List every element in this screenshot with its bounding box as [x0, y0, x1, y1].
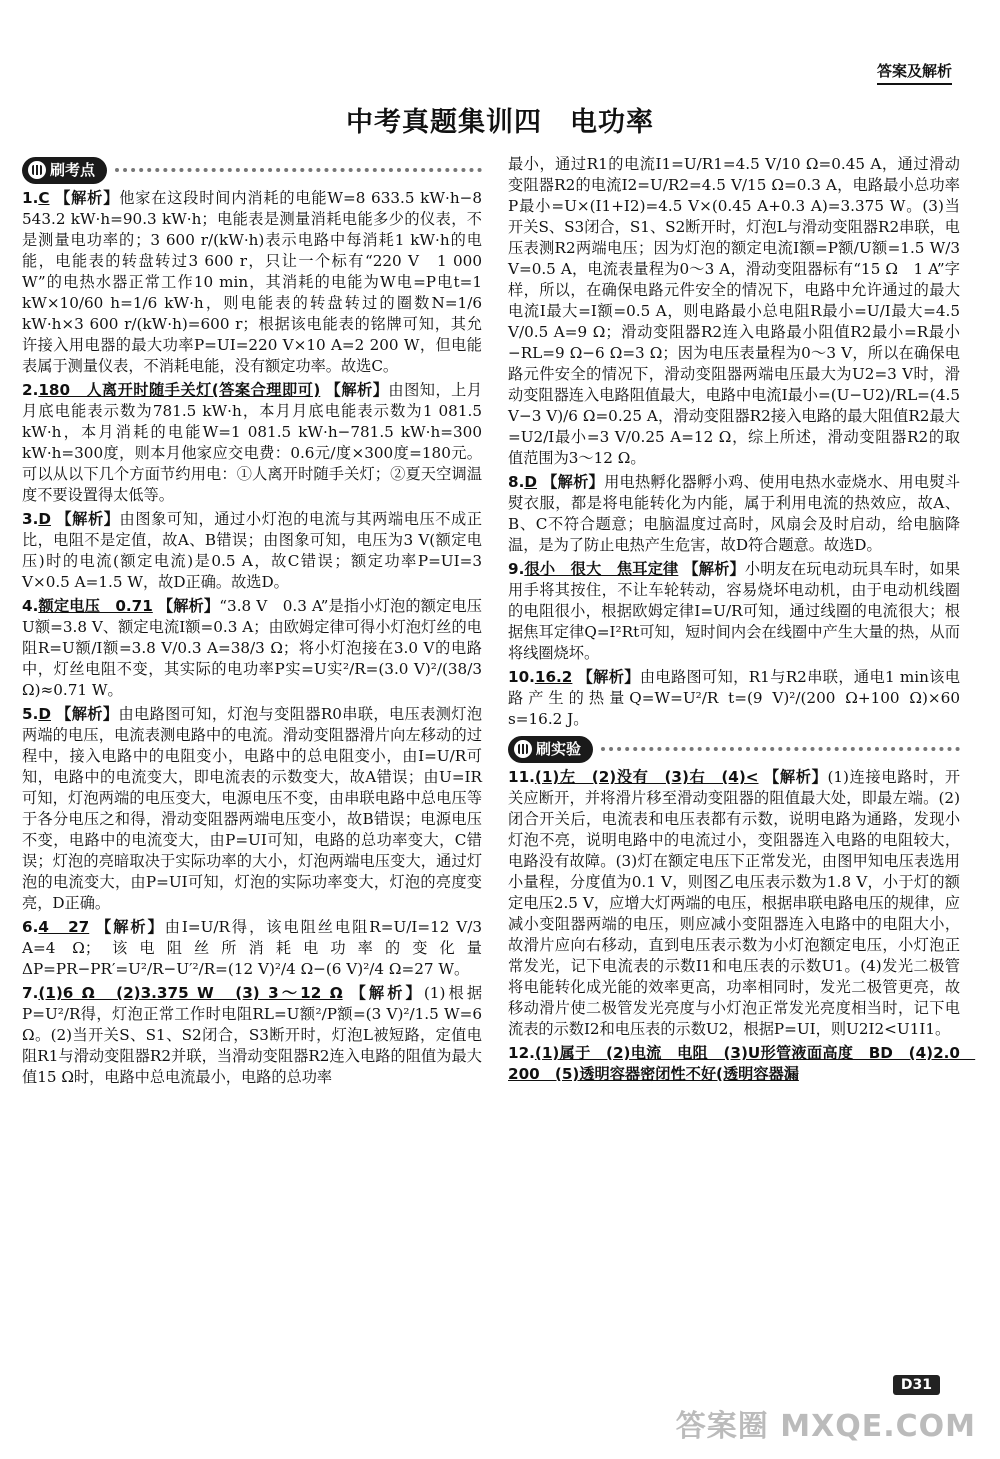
experiment-answer-list: [508, 767, 976, 1085]
answer-ans: (1)6 Ω (2)3.375 W (3) 3～12 Ω: [38, 984, 343, 1002]
answer-ans: 16.2: [534, 668, 573, 686]
answer-item: [508, 559, 960, 664]
answer-ans: (1)左 (2)没有 (3)右 (4)<: [534, 768, 759, 786]
answer-ans: D: [38, 510, 51, 528]
section-title-practice: 刷考点: [50, 160, 96, 179]
answer-ans: D: [524, 473, 537, 491]
page-title: 中考真题集训四 电功率: [346, 107, 654, 138]
brush-icon: [514, 740, 532, 758]
answer-text: 用电热孵化器孵小鸡、使用电热水壶烧水、用电熨斗熨衣服，都是将电能转化为内能，属于利用电流的热效应，故A、B、C不符合题意；电脑温度过高时，风扇会及时启动，给电脑降温，是为了防止电热产生危害，故D符合题意。故选D。: [508, 473, 961, 554]
answer-item: [22, 188, 482, 377]
answer-item: [22, 704, 482, 914]
answer-item: [22, 596, 482, 701]
answer-tag: 【解析】: [96, 918, 165, 936]
answer-num: 1.: [22, 189, 39, 207]
left-answer-list: [22, 188, 482, 1088]
answer-ans: 4 27: [38, 918, 90, 936]
answer-num: 4.: [22, 597, 39, 615]
watermark: 答案圈 MXQE.COM: [675, 1409, 976, 1444]
answer-tag: 【解析】: [542, 473, 605, 491]
answer-text: 由I=U/R得，该电阻丝电阻R=U/I=12 V/3 A=4 Ω；该电阻丝所消耗电功率的变化量ΔP=PR−PR′=U²/R−U′²/R=(12 V)²/4 Ω−(6 V)²/4 Ω=27 W。: [22, 918, 482, 978]
answer-item: [22, 509, 482, 593]
answer-text: 他家在这段时间内消耗的电能W=8 633.5 kW·h−8 543.2 kW·h=90.3 kW·h；电能表是测量消耗电能多少的仪表，不是测量电功率的；3 600 r/(kW·h)表示电路中每消耗1 kW·h的电能，电能表的转盘转过3 600 r，只让一个标有“220 V 1 000 W”的电热水器正常工作10 min，其消耗的电能为W电=P电t=1 kW×10/60 h=1/6 kW·h，则电能表的转盘转过的圈数N=1/6 kW·h×3 600 r/(kW·h)=600 r；根据该电能表的铭牌可知，其允许接入用电器的最大功率P=UI=220 V×10 A=2 200 W，但电能表属于测量仪表，不消耗电能，没有额定功率。故选C。: [22, 189, 482, 375]
answer-item: [508, 667, 960, 730]
answer-text: “3.8 V 0.3 A”是指小灯泡的额定电压U额=3.8 V、额定电流I额=0.3 A；由欧姆定律可得小灯泡灯丝的电阻R=U额/I额=3.8 V/0.3 A=38/3 Ω；将小灯泡接在3.0 V的电路中，灯丝电阻不变，其实际的电功率P实=U实²/R=(3.0 V)²/(38/3 Ω)≈0.71 W。: [22, 597, 482, 699]
answer-item: [508, 1043, 976, 1085]
answer-tag: 【解析】: [56, 705, 119, 723]
answer-item: [508, 767, 960, 1040]
section-badge-practice: [22, 157, 107, 184]
page-number: D31: [893, 1375, 940, 1395]
answer-text: 由电路图可知，灯泡与变阻器R0串联，电压表测灯泡两端的电压，电流表测电路中的电流。滑动变阻器滑片向左移动的过程中，接入电路中的电阻变小，电路中的总电阻变小，由I=U/R可知，电路中的电流变大，即电流表的示数变大，故A错误；由U=IR可知，灯泡两端的电压变大，电源电压不变，由串联电路中总电压等于各分电压之和得，滑动变阻器两端电压变小，故B错误；电源电压不变，电路中的电流变大，由P=UI可知，电路的总功率变大，C错误；灯泡的亮暗取决于实际功率的大小，灯泡两端电压变大，通过灯泡的电流变大，由P=UI可知，灯泡的实际功率变大，灯泡的亮度变亮，D正确。: [22, 705, 483, 912]
answer-num: 12.: [508, 1044, 535, 1062]
answer-ans: D: [38, 705, 51, 723]
left-column: [22, 154, 482, 1399]
answer-ans: C: [38, 189, 50, 207]
answer-ans: 180 人离开时随手关灯(答案合理即可): [38, 381, 321, 399]
answer-num: 2.: [22, 381, 39, 399]
answer-text: 由图象可知，通过小灯泡的电流与其两端电压不成正比，电阻不是定值，故A、B错误；由图象可知，电压为3 V(额定电压)时的电流(额定电流)是0.5 A，故C错误；额定功率P=UI=3 V×0.5 A=1.5 W，故D正确。故选D。: [22, 510, 483, 591]
answer-ans: 额定电压 0.71: [38, 597, 153, 615]
answer-text: (1)连接电路时，开关应断开，并将滑片移至滑动变阻器的阻值最大处，即最左端。(2)闭合开关后，电流表和电压表都有示数，说明电路为通路，发现小灯泡不亮，说明电路中的电流过小，变阻器连入电路的电阻较大，电路没有故障。(3)灯在额定电压下正常发光，由图甲知电压表选用小量程，分度值为0.1 V，则图乙电压表示数为1.8 V，小于灯的额定电压2.5 V，应增大灯两端的电压，根据串联电路电压的规律，应减小变阻器两端的电压，则应减小变阻器连入电路中的电阻大小，故滑片应向右移动，直到电压表示数为小灯泡额定电压，小灯泡正常发光，记下电流表的示数I1和电压表的示数U1。(4)发光二极管将电能转化成光能的效率更高，功率相同时，发光二极管更亮，故移动滑片使二极管发光亮度与小灯泡正常发光亮度相当时，记下电流表的示数I2和电压表的示数U2，根据P=UI，则U2I2<U1I1。: [508, 768, 961, 1038]
answer-ans: (1)属于 (2)电流 电阻 (3)U形管液面高度 BD (4)2.0 200 (5)透明容器密闭性不好(透明容器漏: [508, 1044, 976, 1083]
brush-icon: [28, 161, 46, 179]
answer-num: 8.: [508, 473, 525, 491]
answer-text: 由图知，上月月底电能表示数为781.5 kW·h，本月月底电能表示数为1 081.5 kW·h，本月消耗的电能W=1 081.5 kW·h−781.5 kW·h=300 kW·h=300度，则本月他家应交电费：0.6元/度×300度=180元。可以从以下几个方面节约用电：①人离开时随手关灯；②夏天空调温度不要设置得太低等。: [22, 381, 483, 504]
answer-tag: 【解析】: [350, 984, 424, 1002]
answer-ans: 很小 很大 焦耳定律: [524, 560, 679, 578]
answer-text: 小明友在玩电动玩具车时，如果用手将其按住，不让车轮转动，容易烧坏电动机，由于电动机线圈的电阻很小，根据欧姆定律I=U/R可知，通过线圈的电流很大；根据焦耳定律Q=I²Rt可知，短时间内会在线圈中产生大量的热，从而将线圈烧坏。: [508, 560, 961, 662]
answer-num: 5.: [22, 705, 39, 723]
section-head-practice: [22, 154, 482, 186]
answer-item: [22, 917, 482, 980]
answer-num: 3.: [22, 510, 39, 528]
answer-item: [508, 472, 960, 556]
answer-tag: 【解析】: [56, 510, 120, 528]
answer-num: 9.: [508, 560, 525, 578]
answer-text: 由电路图可知，R1与R2串联，通电1 min该电路产生的热量Q=W=U²/R t=(9 V)²/(200 Ω+100 Ω)×60 s=16.2 J。: [508, 668, 961, 728]
right-answer-list: [508, 154, 960, 730]
right-column: [508, 154, 976, 1399]
answer-tag: 【解析】: [157, 597, 220, 615]
answer-item: [22, 380, 482, 506]
answer-tag: 【解析】: [55, 189, 120, 207]
header-label: 答案及解析: [877, 60, 952, 85]
answer-tag: 【解析】: [325, 381, 389, 399]
answer-num: 7.: [22, 984, 39, 1002]
answer-num: 11.: [508, 768, 535, 786]
answer-text: (1)根据P=U²/R得，灯泡正常工作时电阻RL=U额²/P额=(3 V)²/1.5 W=6 Ω。(2)当开关S、S1、S2闭合，S3断开时，灯泡L被短路，定值电阻R1与滑动变阻器R2并联，当滑动变阻器R2连入电路的阻值为最大值15 Ω时，电路中总电流最小，电路的总功率: [22, 984, 483, 1086]
answer-item: [22, 983, 482, 1088]
answer-tag: 【解析】: [577, 668, 640, 686]
answer-item: [508, 154, 960, 469]
dotted-divider: [601, 747, 960, 751]
section-badge-experiment: [508, 736, 593, 763]
answer-num: 10.: [508, 668, 535, 686]
answer-tag: 【解析】: [764, 768, 828, 786]
dotted-divider: [115, 168, 482, 172]
answer-text: 最小，通过R1的电流I1=U/R1=4.5 V/10 Ω=0.45 A，通过滑动变阻器R2的电流I2=U/R2=4.5 V/15 Ω=0.3 A，电路最小总功率P最小=U×(I1+I2)=4.5 V×(0.45 A+0.3 A)=3.375 W。(3)当开关S、S3闭合，S1、S2断开时，灯泡L与滑动变阻器R2串联，电压表测R2两端电压；因为灯泡的额定电流I额=P额/U额=1.5 W/3 V=0.5 A，电流表量程为0～3 A，滑动变阻器标有“15 Ω 1 A”字样，所以，在确保电路元件安全的情况下，电路中允许通过的最大电流I最大=I额=0.5 A，则电路最小总电阻R最小=U/I最大=4.5 V/0.5 A=9 Ω；滑动变阻器R2连入电路最小阻值R2最小=R最小−RL=9 Ω−6 Ω=3 Ω；因为电压表量程为0～3 V，所以在确保电路元件安全的情况下，滑动变阻器两端电压最大为U2=3 V时，滑动变阻器连入电路阻值最大，电路中电流I最小=(U−U2)/RL=(4.5 V−3 V)/6 Ω=0.25 A，滑动变阻器R2接入电路的最大阻值R2最大=U2/I最小=3 V/0.25 A=12 Ω，综上所述，滑动变阻器R2的取值范围为3～12 Ω。: [508, 155, 960, 467]
answer-tag: 【解析】: [683, 560, 745, 578]
section-title-experiment: 刷实验: [536, 739, 582, 758]
page-header: [0, 0, 1000, 92]
answer-num: 6.: [22, 918, 39, 936]
section-head-experiment: [508, 733, 960, 765]
